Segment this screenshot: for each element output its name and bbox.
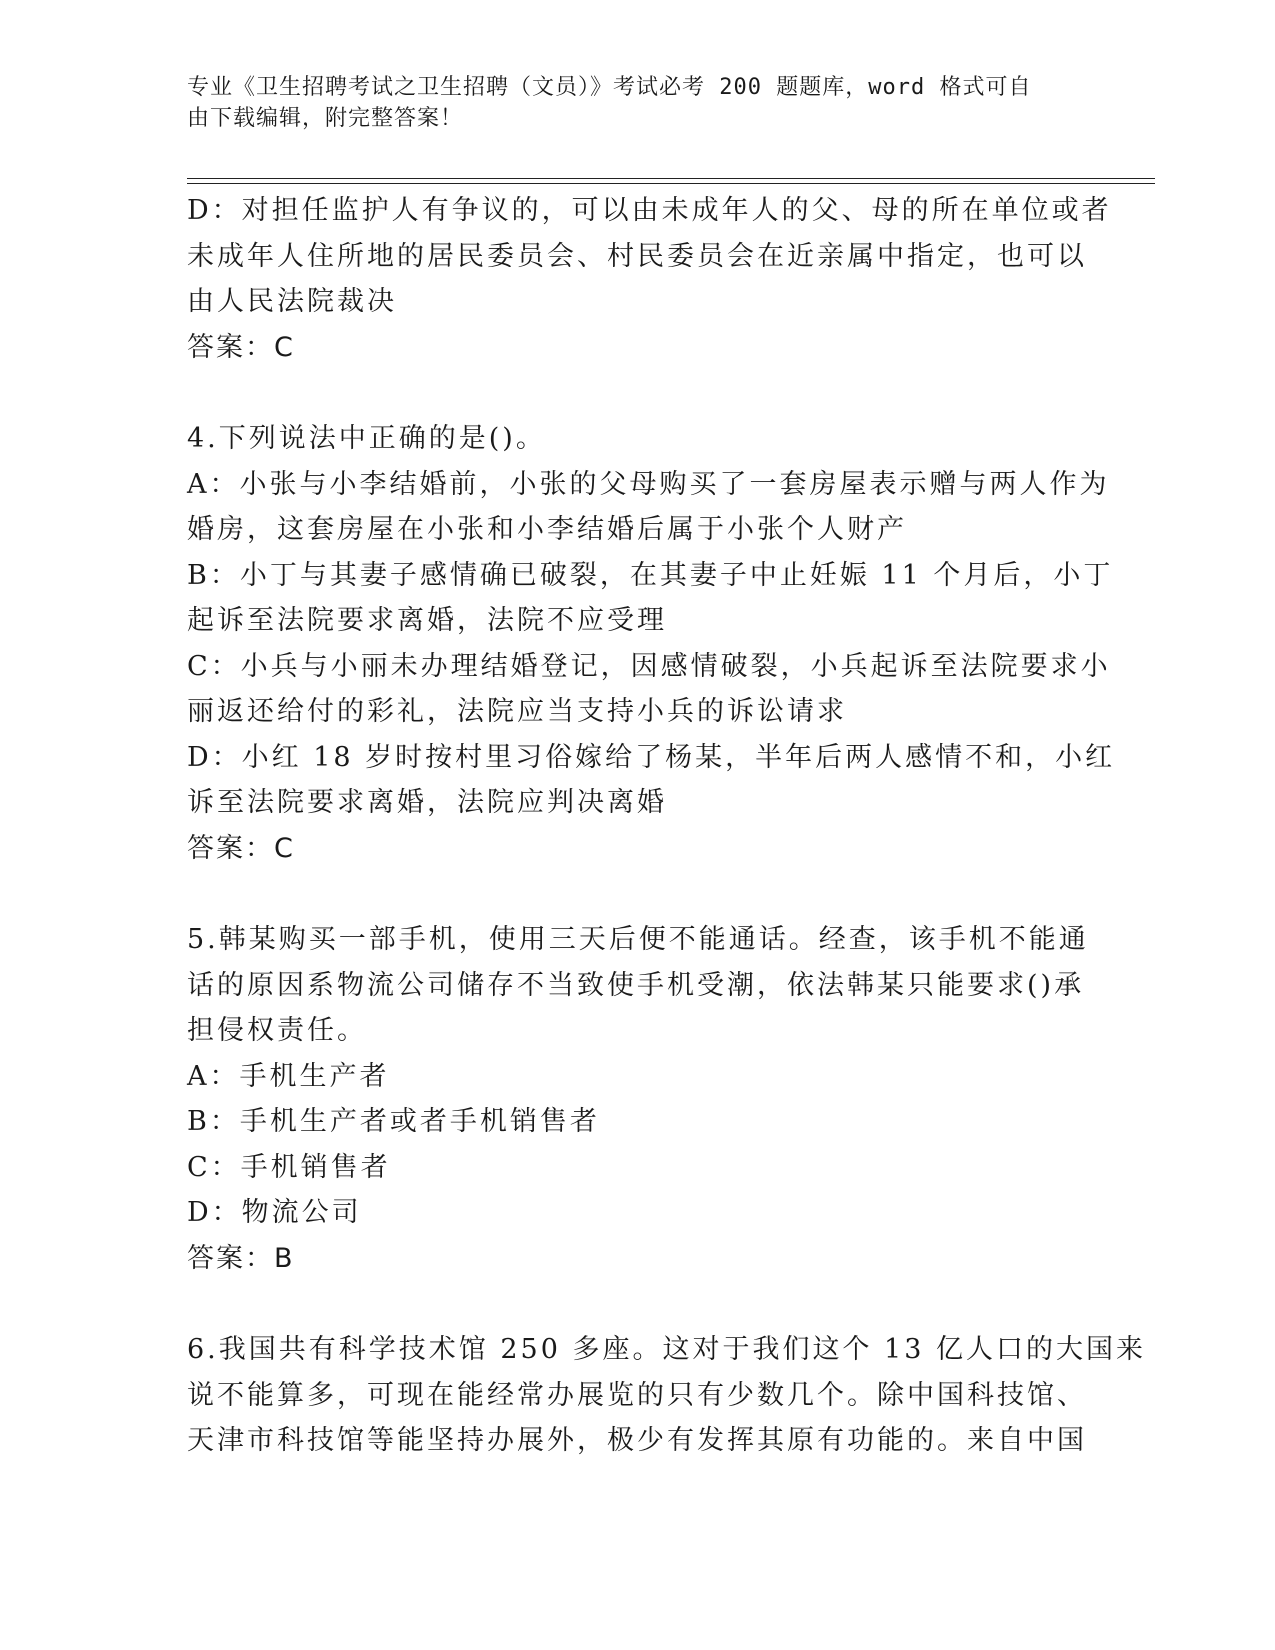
option-text: B：手机生产者或者手机销售者 (187, 1106, 600, 1137)
option-text: 起诉至法院要求离婚，法院不应受理 (187, 605, 667, 636)
option-text: D：小红 18 岁时按村里习俗嫁给了杨某，半年后两人感情不和，小红 (187, 741, 1116, 773)
question-stem: 天津市科技馆等能坚持办展外，极少有发挥其原有功能的。来自中国 (187, 1425, 1087, 1456)
block-spacer (187, 871, 1087, 917)
answer-line: 答案：C (187, 832, 295, 864)
option-text: A：手机生产者 (187, 1060, 390, 1092)
option-text: 未成年人住所地的居民委员会、村民委员会在近亲属中指定，也可以 (187, 240, 1087, 272)
header-line: 由下载编辑，附完整答案！ (187, 106, 464, 131)
question-block (187, 1327, 1146, 1464)
option-text: 丽返还给付的彩礼，法院应当支持小兵的诉讼请求 (187, 696, 847, 727)
option-text: D：物流公司 (187, 1197, 362, 1228)
header-line: 专业《卫生招聘考试之卫生招聘（文员）》考试必考 200 题题库，word 格式可自 (187, 75, 1032, 100)
option-text: 诉至法院要求离婚，法院应判决离婚 (187, 787, 667, 818)
option-text: 婚房，这套房屋在小张和小李结婚后属于小张个人财产 (187, 514, 907, 545)
header-divider (187, 183, 1155, 184)
question-stem: 5.韩某购买一部手机，使用三天后便不能通话。经查，该手机不能通 (187, 924, 1089, 955)
document-header (187, 72, 1067, 134)
block-spacer (187, 1281, 1087, 1327)
question-stem: 话的原因系物流公司储存不当致使手机受潮，依法韩某只能要求()承 (187, 969, 1085, 1001)
option-text: C：小兵与小丽未办理结婚登记，因感情破裂，小兵起诉至法院要求小 (187, 650, 1111, 682)
question-block (187, 917, 1087, 1281)
question-stem: 4.下列说法中正确的是()。 (187, 423, 546, 454)
option-text: A：小张与小李结婚前，小张的父母购买了一套房屋表示赠与两人作为 (187, 468, 1110, 500)
option-text: B：小丁与其妻子感情确已破裂，在其妻子中止妊娠 11 个月后，小丁 (187, 559, 1114, 591)
question-stem: 6.我国共有科学技术馆 250 多座。这对于我们这个 13 亿人口的大国来 (187, 1334, 1146, 1365)
question-stem: 说不能算多，可现在能经常办展览的只有少数几个。除中国科技馆、 (187, 1379, 1087, 1411)
answer-line: 答案：C (187, 331, 295, 363)
question-block (187, 416, 1116, 871)
question-content (187, 188, 1146, 1464)
question-stem: 担侵权责任。 (187, 1015, 367, 1046)
option-text: C：手机销售者 (187, 1151, 391, 1183)
answer-line: 答案：B (187, 1242, 295, 1274)
question-block (187, 188, 1112, 370)
header-divider (187, 178, 1155, 179)
block-spacer (187, 370, 1087, 416)
option-text: 由人民法院裁决 (187, 286, 397, 317)
option-text: D：对担任监护人有争议的，可以由未成年人的父、母的所在单位或者 (187, 195, 1112, 226)
